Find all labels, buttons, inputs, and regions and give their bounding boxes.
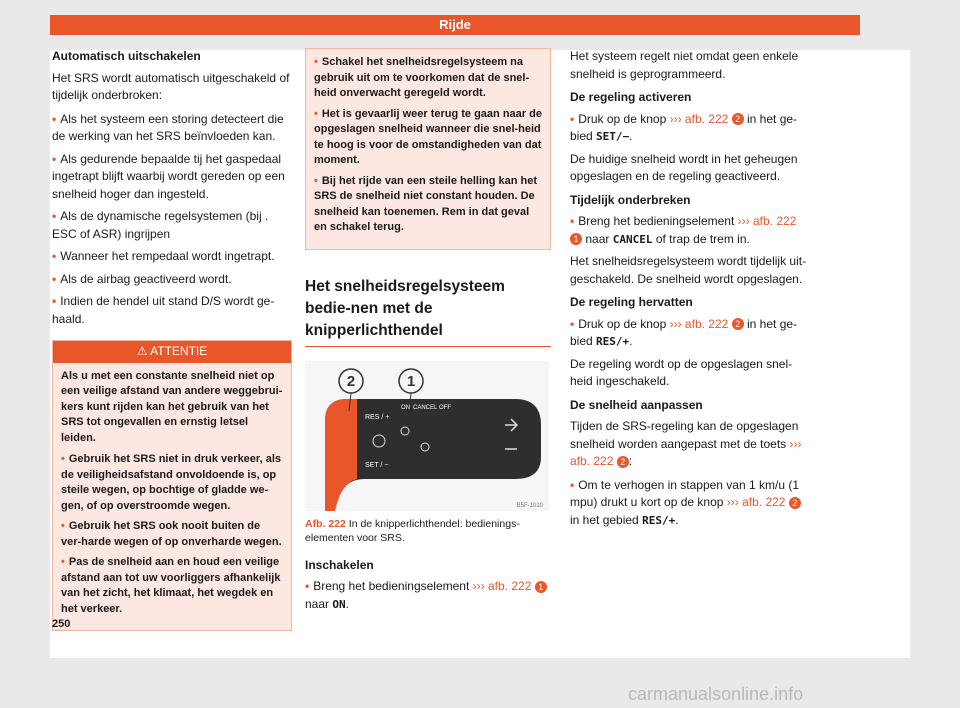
bullet-icon: •: [52, 271, 57, 286]
column-left: [52, 48, 292, 631]
list-item: • Pas de snelheid aan en houd een veilige afstand aan tot uw voorliggers afhankelijk van het zicht, het klimaat, het wegdek en het verkeer.: [61, 556, 281, 615]
callout-2: 2: [346, 372, 356, 390]
heading-interrupt: Tijdelijk onderbreken: [570, 192, 691, 207]
header-title: Rijde: [439, 17, 471, 32]
stalk-end-button: [325, 399, 357, 511]
label-on: ON: [401, 404, 410, 411]
list-item: • Breng het bedieningselement ››› afb. 222 1 naar ON.: [305, 578, 551, 613]
heading-activate: De regeling activeren: [570, 90, 692, 104]
intro-text: Het SRS wordt automatisch uitgeschakeld of tijdelijk onderbroken:: [52, 70, 290, 102]
warning-triangle-icon: ⚠: [136, 344, 148, 358]
bullet-icon: •: [61, 556, 65, 568]
stalk-figure: [305, 361, 549, 511]
list-item: • Als de dynamische regelsystemen (bij . ESC of ASR) ingrijpen: [52, 209, 269, 241]
bullet-icon: •: [52, 111, 57, 126]
figure-link[interactable]: ››› afb. 222: [472, 579, 532, 593]
bullet-icon: •: [314, 107, 318, 120]
stalk-body: [325, 399, 541, 511]
bullet-icon: •: [61, 453, 65, 465]
list-item: • Bij het rijde van een steile helling kan het SRS de snelheid niet constant houden. De snelheid kan toenemen. Rem in dat geval en schakel terug.: [314, 174, 538, 233]
list-item: • Druk op de knop ››› afb. 222 2 in het ge-bied RES/+.: [570, 316, 798, 348]
figure-link[interactable]: ››› afb. 222: [737, 214, 797, 228]
control-code: ON: [332, 597, 346, 611]
warning-intro: Als u met een constante snelheid niet op een veilige afstand van andere weggebrui-kers kunt rijden kan het gebruik van het SRS tot ongevallen en ernstig letsel leiden.: [61, 369, 283, 444]
bullet-icon: •: [570, 111, 575, 126]
column-right: Het systeem regelt niet omdat geen enkele snelheid is geprogrammeerd. De regeling activeren • Druk op de knop ››› afb. 222 2 in het ge-bied SET/−. De huidige snelheid wordt in het geheugen opgeslagen en de regeling geactiveerd. Tijdelijk onderbreken • Breng het bedieningselement ››› afb. 222 1 naar CANCEL of trap de trem in. Het snelheidsregelsysteem wordt tijdelijk uit-geschakeld. De snelheid wordt opgeslagen. De regeling hervatten • Druk op de knop ››› afb. 222 2 in het ge-bied RES/+. De regeling wordt op de opgeslagen snel-heid ingeschakeld. De snelheid aanpassen Tijden de SRS-regeling kan de opgeslagen snelheid worden aangepast met de toets ››› afb. 222 2 : • Om te verhogen in stappen van 1 km/u (1 mpu) drukt u kort op de knop ››› afb. 222 2 in het gebied RES/+.: [570, 48, 810, 534]
list-item: • Als de airbag geactiveerd wordt.: [52, 271, 232, 286]
section-title: Het snelheidsregelsysteem bedie-nen met de knipperlichthendel: [305, 276, 551, 347]
column-middle: [305, 48, 551, 618]
bullet-icon: •: [570, 477, 575, 492]
warning-box: [52, 340, 292, 631]
callout-badge: 1: [570, 233, 582, 245]
page-number: 250: [52, 618, 71, 630]
list-item: • Om te verhogen in stappen van 1 km/u (1 mpu) drukt u kort op de knop ››› afb. 222 2 in het gebied RES/+.: [570, 477, 799, 527]
list-item: • Als gedurende bepaalde tij het gaspedaal ingetrapt blijft waarbij wordt gereden op een snelheid hoger dan ingesteld.: [52, 151, 285, 201]
list-item: • Het is gevaarlij weer terug te gaan naar de opgeslagen snelheid wanneer die snel-heid te hoog is voor de omstandigheden van dat moment.: [314, 107, 542, 166]
warning-header: [53, 341, 291, 363]
heading-auto-off: Automatisch uitschakelen: [52, 49, 201, 63]
bullet-icon: •: [52, 151, 57, 166]
callout-1: 1: [406, 372, 416, 390]
list-item: • Indien de hendel uit stand D/S wordt ge-haald.: [52, 294, 275, 326]
adjust-intro: Tijden de SRS-regeling kan de opgeslagen snelheid worden aangepast met de toets ››› afb. 222 2 :: [570, 419, 802, 468]
list-item: • Als het systeem een storing detecteert die de werking van het SRS beïnvloeden kan.: [52, 111, 284, 143]
bullet-icon: •: [305, 579, 310, 593]
bullet-icon: •: [52, 209, 57, 223]
bullet-icon: •: [570, 316, 575, 331]
warning-box-continued: [305, 48, 551, 250]
heading-inschakelen: Inschakelen: [305, 557, 374, 572]
list-item: • Breng het bedieningselement ››› afb. 222 1 naar CANCEL of trap de trem in.: [570, 214, 797, 246]
bullet-icon: •: [61, 520, 65, 532]
list-item: • Gebruik het SRS niet in druk verkeer, als de veiligheidsafstand onvoldoende is, op steile wegen, op bochtige of gladde we-gen, of op overstroomde wegen.: [61, 453, 281, 512]
header-bar: [50, 15, 860, 35]
label-set: SET / −: [365, 461, 389, 469]
heading-adjust: De snelheid aanpassen: [570, 397, 703, 412]
caption-text: In de knipperlichthendel: bedienings-elementen voor SRS.: [305, 517, 520, 544]
label-res: RES / +: [365, 413, 390, 421]
label-off: OFF: [439, 404, 451, 411]
control-code: SET/−: [596, 130, 630, 143]
callout-badge: 1: [535, 581, 547, 593]
label-cancel: CANCEL: [413, 404, 438, 411]
figure-link[interactable]: ››› afb. 222: [669, 316, 729, 331]
callout-badge: 2: [789, 497, 801, 509]
figure-link[interactable]: ››› afb. 222: [669, 111, 729, 126]
stalk-illustration: [305, 361, 549, 511]
figure-ref: Afb. 222: [305, 517, 346, 530]
callout-badge: 2: [617, 456, 629, 468]
bullet-icon: •: [314, 56, 318, 68]
control-code: RES/+: [642, 513, 676, 527]
bullet-icon: •: [570, 214, 575, 228]
control-code: RES/+: [596, 335, 630, 348]
heading-resume: De regeling hervatten: [570, 295, 693, 309]
list-item: • Schakel het snelheidsregelsysteem na gebruik uit om te voorkomen dat de snel-heid onverwacht geregeld wordt.: [314, 56, 530, 99]
figure-code: B5F-1010: [516, 502, 543, 509]
callout-badge: 2: [732, 318, 744, 330]
figure-link[interactable]: ››› afb. 222: [570, 436, 802, 468]
bullet-icon: •: [52, 249, 57, 263]
callout-badge: 2: [732, 113, 744, 125]
list-item: • Wanneer het rempedaal wordt ingetrapt.: [52, 249, 275, 263]
bullet-icon: •: [52, 294, 57, 308]
list-item: • Gebruik het SRS ook nooit buiten de ver-harde wegen of op onverharde wegen.: [61, 520, 282, 548]
list-item: • Druk op de knop ››› afb. 222 2 in het ge-bied SET/−.: [570, 111, 798, 143]
figure-link[interactable]: ››› afb. 222: [726, 495, 786, 509]
control-code: CANCEL: [612, 232, 653, 246]
figure-caption: [305, 517, 551, 545]
watermark: carmanualsonline.info: [628, 684, 804, 704]
warning-title: ATTENTIE: [150, 344, 208, 358]
bullet-icon: •: [314, 174, 318, 187]
